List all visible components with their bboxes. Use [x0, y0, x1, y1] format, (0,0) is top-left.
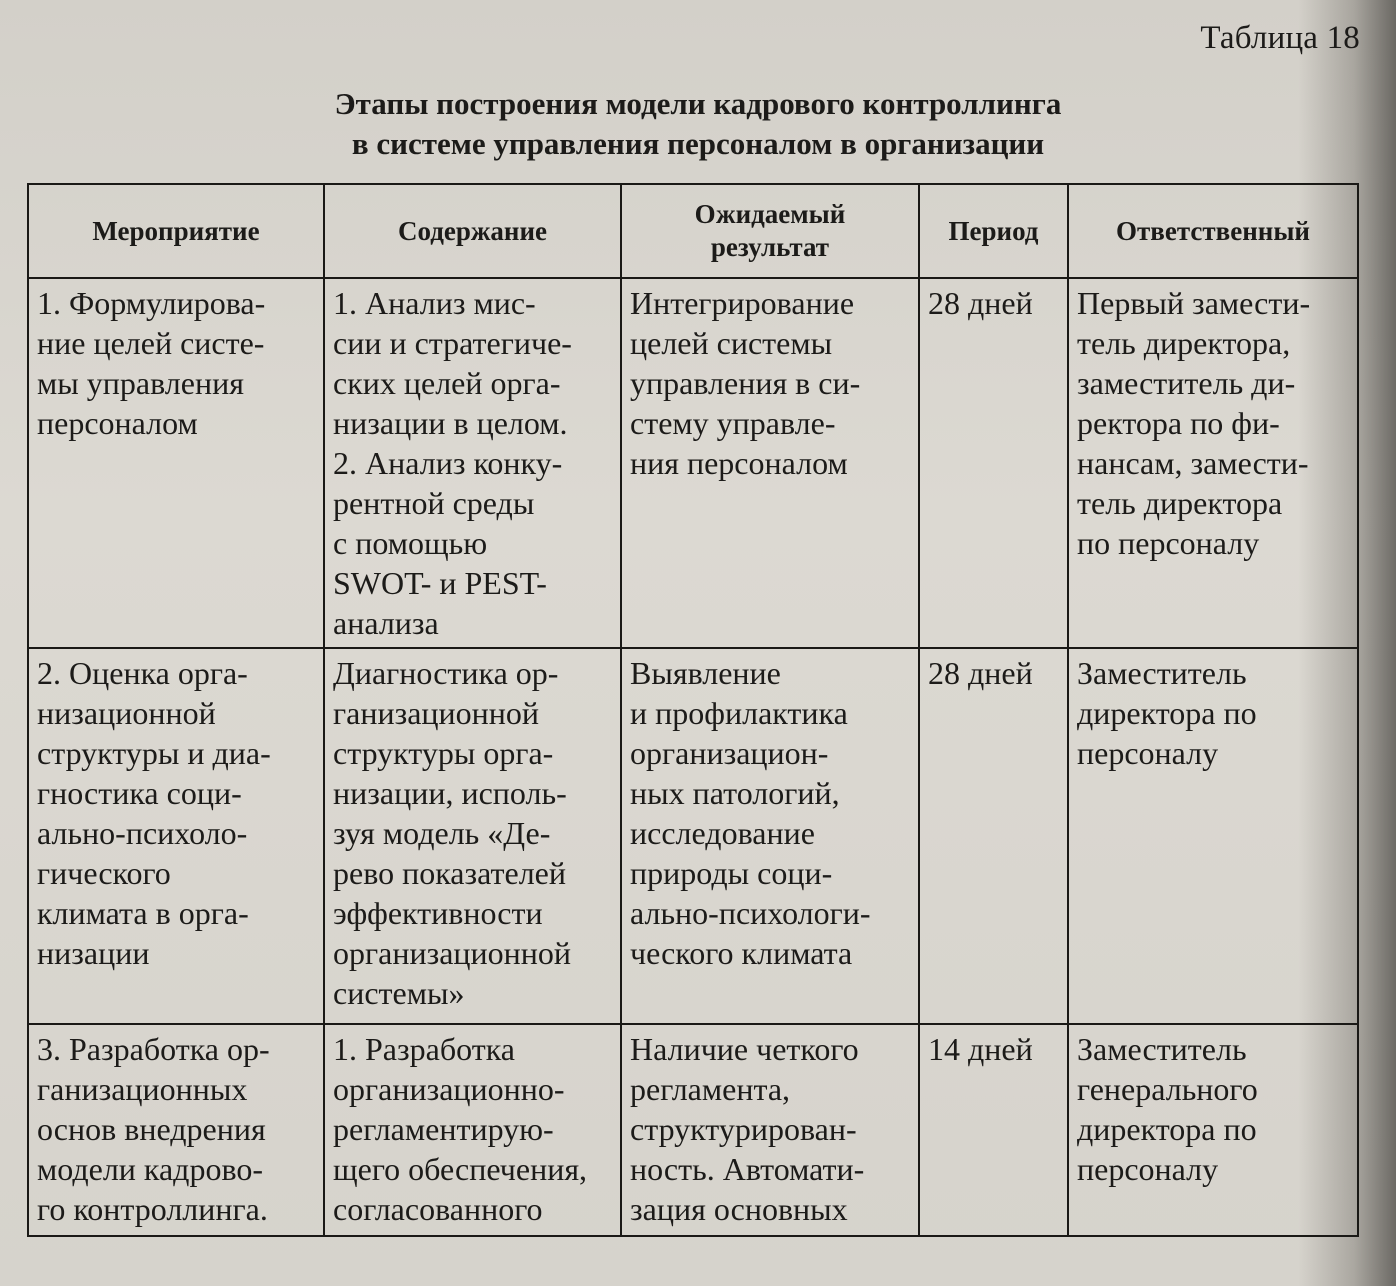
cell-text-line: основ внедрения — [37, 1111, 266, 1147]
cell-text-line: персоналу — [1077, 1151, 1219, 1187]
cell-text-line: тель директора, — [1077, 325, 1291, 361]
cell-period — [919, 648, 1068, 1024]
cell-text-line: ганизационной — [333, 695, 540, 731]
cell-responsible — [1068, 278, 1358, 648]
cell-responsible — [1068, 1024, 1358, 1236]
cell-text-line: структуры и диа- — [37, 735, 271, 771]
cell-text-line: щего обеспечения, — [333, 1151, 588, 1187]
header-expected-result — [621, 184, 919, 278]
cell-text-line: по персоналу — [1077, 525, 1260, 561]
cell-text-line: гностика соци- — [37, 775, 242, 811]
cell-activity — [28, 648, 324, 1024]
cell-text-line: ность. Автомати- — [630, 1151, 865, 1187]
cell-period — [919, 278, 1068, 648]
cell-text-line: результат — [710, 232, 830, 262]
cell-text-line: гического — [37, 855, 171, 891]
cell-content — [324, 1024, 621, 1236]
cell-text-line: Ожидаемый — [694, 199, 846, 229]
table-number-label: Таблица 18 — [1200, 20, 1360, 56]
cell-text-line: управления в си- — [630, 365, 861, 401]
cell-text-line: зация основных — [630, 1191, 848, 1227]
cell-text-line: зуя модель «Де- — [333, 815, 551, 851]
cell-text-line: 1. Разработка — [333, 1031, 515, 1067]
cell-text-line: ние целей систе- — [37, 325, 265, 361]
cell-text-line: и профилактика — [630, 695, 848, 731]
header-content — [324, 184, 621, 278]
cell-text-line: регламентирую- — [333, 1111, 554, 1147]
cell-text-line: структурирован- — [630, 1111, 857, 1147]
cell-period — [919, 1024, 1068, 1236]
cell-activity — [28, 278, 324, 648]
cell-text-line: ально-психоло- — [37, 815, 248, 851]
cell-expected-result — [621, 278, 919, 648]
cell-text-line: 3. Разработка ор- — [37, 1031, 270, 1067]
header-responsible — [1068, 184, 1358, 278]
cell-text-line: низационной — [37, 695, 216, 731]
table-title-line-1: Этапы построения модели кадрового контроллинга — [334, 86, 1062, 121]
cell-text-line: эффективности — [333, 895, 543, 931]
table-title — [0, 84, 1396, 164]
cell-text-line: низации — [37, 935, 150, 971]
cell-text-line: 28 дней — [928, 285, 1033, 321]
table-title-line-2: в системе управления персоналом в организации — [351, 126, 1045, 161]
cell-content — [324, 278, 621, 648]
header-activity — [28, 184, 324, 278]
table-header-row — [28, 184, 1358, 278]
cell-text-line: ских целей орга- — [333, 365, 561, 401]
cell-activity — [28, 1024, 324, 1236]
cell-text-line: Интегрирование — [630, 285, 855, 321]
cell-text-line: персоналом — [37, 405, 198, 441]
cell-text-line: 14 дней — [928, 1031, 1033, 1067]
cell-text-line: ректора по фи- — [1077, 405, 1280, 441]
cell-text-line: 2. Оценка орга- — [37, 655, 248, 691]
cell-text-line: сии и стратегиче- — [333, 325, 572, 361]
cell-text-line: Мероприятие — [92, 215, 260, 246]
cell-text-line: го контроллинга. — [37, 1191, 268, 1227]
cell-text-line: системы» — [333, 975, 465, 1011]
cell-text-line: согласованного — [333, 1191, 543, 1227]
cell-text-line: 1. Формулирова- — [37, 285, 266, 321]
cell-text-line: генерального — [1077, 1071, 1258, 1107]
cell-text-line: Заместитель — [1077, 1031, 1247, 1067]
cell-text-line: ния персоналом — [630, 445, 848, 481]
cell-text-line: Содержание — [397, 215, 548, 246]
cell-text-line: Диагностика ор- — [333, 655, 559, 691]
cell-text-line: стему управле- — [630, 405, 836, 441]
cell-text-line: рево показателей — [333, 855, 566, 891]
cell-text-line: 28 дней — [928, 655, 1033, 691]
cell-expected-result — [621, 648, 919, 1024]
header-period — [919, 184, 1068, 278]
cell-text-line: организационно- — [333, 1071, 565, 1107]
cell-text-line: анализа — [333, 605, 439, 641]
table-row — [28, 1024, 1358, 1236]
table-row — [28, 648, 1358, 1024]
cell-text-line: ганизационных — [37, 1071, 248, 1107]
cell-text-line: Период — [948, 215, 1039, 246]
cell-responsible — [1068, 648, 1358, 1024]
cell-text-line: климата в орга- — [37, 895, 249, 931]
cell-text-line: низации в целом. — [333, 405, 568, 441]
cell-text-line: ально-психологи- — [630, 895, 871, 931]
cell-text-line: целей системы — [630, 325, 833, 361]
cell-text-line: модели кадрово- — [37, 1151, 263, 1187]
cell-text-line: мы управления — [37, 365, 244, 401]
cell-text-line: Выявление — [630, 655, 781, 691]
cell-text-line: низации, исполь- — [333, 775, 567, 811]
cell-text-line: тель директора — [1077, 485, 1283, 521]
cell-text-line: заместитель ди- — [1077, 365, 1296, 401]
cell-text-line: Первый замести- — [1077, 285, 1311, 321]
cell-text-line: исследование — [630, 815, 815, 851]
cell-text-line: природы соци- — [630, 855, 833, 891]
cell-text-line: Наличие четкого — [630, 1031, 859, 1067]
cell-text-line: директора по — [1077, 695, 1257, 731]
cell-expected-result — [621, 1024, 919, 1236]
cell-text-line: директора по — [1077, 1111, 1257, 1147]
cell-text-line: SWOT- и PEST- — [333, 565, 547, 601]
cell-text-line: 1. Анализ мис- — [333, 285, 536, 321]
cell-text-line: 2. Анализ конку- — [333, 445, 563, 481]
cell-text-line: с помощью — [333, 525, 488, 561]
table-row — [28, 278, 1358, 648]
cell-content — [324, 648, 621, 1024]
cell-text-line: ных патологий, — [630, 775, 840, 811]
cell-text-line: структуры орга- — [333, 735, 554, 771]
cell-text-line: организацион- — [630, 735, 829, 771]
cell-text-line: организационной — [333, 935, 572, 971]
cell-text-line: персоналу — [1077, 735, 1219, 771]
cell-text-line: рентной среды — [333, 485, 535, 521]
cell-text-line: нансам, замести- — [1077, 445, 1309, 481]
cell-text-line: регламента, — [630, 1071, 791, 1107]
cell-text-line: Заместитель — [1077, 655, 1247, 691]
stages-table — [27, 183, 1359, 1237]
cell-text-line: Ответственный — [1116, 215, 1310, 246]
cell-text-line: ческого климата — [630, 935, 853, 971]
